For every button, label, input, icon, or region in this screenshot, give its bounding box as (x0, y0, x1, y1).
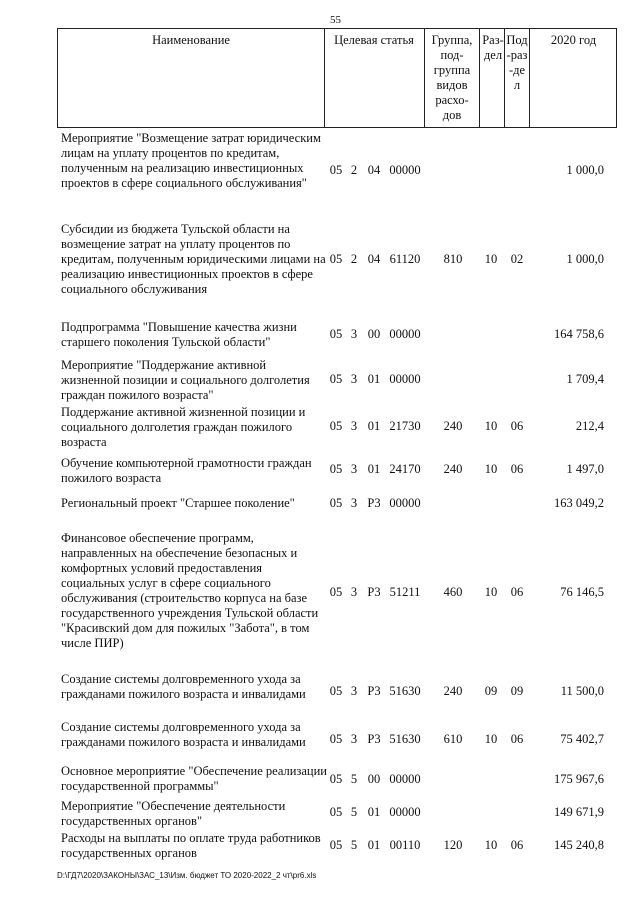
row-code-p: 05 (329, 327, 343, 341)
row-name: Финансовое обеспечение программ, направленных на обеспечение безопасных и комфортных условий предоставления социальных услуг в сфере социального обслуживания (строительство корпуса на базе государственного учреждения Тульской области "Красивский дом для пожилых "Забота", в том числе ПИР) (61, 531, 319, 650)
row-code-m: 04 (367, 252, 381, 266)
row-code-c: 61120 (389, 252, 421, 266)
row-name: Создание системы долговременного ухода за гражданами пожилого возраста и инвалидами (61, 720, 306, 749)
row-code-r: 10 (484, 252, 498, 266)
row-code-r: 10 (484, 419, 498, 433)
row-code-m: P3 (367, 684, 381, 698)
row-code-m: 01 (367, 838, 381, 852)
row-code-m: P3 (367, 732, 381, 746)
row-code-c: 51211 (389, 585, 421, 599)
row-code-c: 51630 (389, 684, 421, 698)
row-code-c: 00000 (389, 772, 421, 786)
row-code-pr: 06 (510, 419, 524, 433)
row-code-p: 05 (329, 462, 343, 476)
page-number: 55 (330, 14, 341, 26)
row-code-p: 05 (329, 772, 343, 786)
row-code-s: 5 (350, 838, 358, 852)
file-path-footer: D:\ГД7\2020\ЗАКОНЫ\ЗАС_13\Изм. бюджет ТО 2020-2022_2 чт\pr6.xls (57, 871, 317, 880)
row-name: Региональный проект "Старшее поколение" (61, 496, 295, 510)
row-name: Подпрограмма "Повышение качества жизни старшего поколения Тульской области" (61, 320, 297, 349)
row-amount: 75 402,7 (560, 732, 604, 746)
row-code-s: 5 (350, 772, 358, 786)
row-code-c: 00000 (389, 327, 421, 341)
row-code-s: 2 (350, 163, 358, 177)
row-code-c: 00110 (389, 838, 421, 852)
row-amount: 164 758,6 (554, 327, 604, 341)
row-amount: 76 146,5 (560, 585, 604, 599)
row-code-c: 21730 (389, 419, 421, 433)
row-amount: 11 500,0 (560, 684, 604, 698)
row-code-r: 10 (484, 585, 498, 599)
row-code-r: 10 (484, 732, 498, 746)
header-target: Целевая статья (334, 33, 414, 47)
row-amount: 212,4 (575, 419, 604, 433)
row-code-r: 09 (484, 684, 498, 698)
row-code-r: 10 (484, 838, 498, 852)
row-name: Мероприятие "Поддержание активной жизненной позиции и социального долголетия граждан пожилого возраста" (61, 358, 310, 402)
row-code-m: 00 (367, 772, 381, 786)
row-code-g: 610 (443, 732, 463, 746)
row-code-c: 00000 (389, 496, 421, 510)
row-code-c: 00000 (389, 372, 421, 386)
header-name: Наименование (152, 33, 230, 47)
row-code-s: 3 (350, 496, 358, 510)
row-code-p: 05 (329, 252, 343, 266)
row-code-s: 3 (350, 419, 358, 433)
row-code-g: 460 (443, 585, 463, 599)
row-amount: 1 000,0 (566, 252, 604, 266)
row-code-g: 240 (443, 684, 463, 698)
row-code-p: 05 (329, 838, 343, 852)
row-code-c: 24170 (389, 462, 421, 476)
row-code-c: 00000 (389, 805, 421, 819)
row-code-g: 240 (443, 419, 463, 433)
row-code-pr: 06 (510, 585, 524, 599)
header-group: Группа, под-группа видов расхо-дов (431, 33, 473, 122)
row-name: Мероприятие "Обеспечение деятельности государственных органов" (61, 799, 286, 828)
row-code-p: 05 (329, 732, 343, 746)
row-code-p: 05 (329, 585, 343, 599)
row-code-m: 01 (367, 419, 381, 433)
row-code-p: 05 (329, 372, 343, 386)
row-amount: 1 000,0 (566, 163, 604, 177)
row-code-g: 240 (443, 462, 463, 476)
row-code-m: 01 (367, 462, 381, 476)
row-code-g: 810 (443, 252, 463, 266)
row-code-pr: 06 (510, 838, 524, 852)
row-code-pr: 06 (510, 732, 524, 746)
row-code-m: P3 (367, 496, 381, 510)
header-razdel: Раз-дел (482, 33, 504, 62)
row-code-m: 00 (367, 327, 381, 341)
row-code-s: 2 (350, 252, 358, 266)
row-code-m: 04 (367, 163, 381, 177)
row-amount: 1 497,0 (566, 462, 604, 476)
row-code-pr: 02 (510, 252, 524, 266)
header-year: 2020 год (550, 33, 597, 47)
row-name: Расходы на выплаты по оплате труда работников государственных органов (61, 831, 321, 860)
row-code-p: 05 (329, 805, 343, 819)
row-name: Основное мероприятие "Обеспечение реализации государственной программы" (61, 764, 327, 793)
row-code-p: 05 (329, 684, 343, 698)
row-code-r: 10 (484, 462, 498, 476)
row-code-s: 5 (350, 805, 358, 819)
row-code-c: 00000 (389, 163, 421, 177)
header-podrazdel: Под-раз-дел (506, 33, 528, 92)
row-code-s: 3 (350, 372, 358, 386)
row-code-s: 3 (350, 327, 358, 341)
row-amount: 149 671,9 (554, 805, 604, 819)
row-name: Субсидии из бюджета Тульской области на возмещение затрат на уплату процентов по кредитам, полученным юридическими лицами на реализацию инвестиционных проектов в сфере социального обслуживания (61, 222, 326, 296)
row-code-pr: 06 (510, 462, 524, 476)
row-code-c: 51630 (389, 732, 421, 746)
row-code-s: 3 (350, 462, 358, 476)
row-code-p: 05 (329, 496, 343, 510)
row-name: Обучение компьютерной грамотности граждан пожилого возраста (61, 456, 312, 485)
row-amount: 145 240,8 (554, 838, 604, 852)
row-amount: 163 049,2 (554, 496, 604, 510)
row-code-s: 3 (350, 732, 358, 746)
row-code-s: 3 (350, 585, 358, 599)
row-code-g: 120 (443, 838, 463, 852)
row-code-m: P3 (367, 585, 381, 599)
row-name: Создание системы долговременного ухода за гражданами пожилого возраста и инвалидами (61, 672, 306, 701)
row-code-p: 05 (329, 163, 343, 177)
row-code-pr: 09 (510, 684, 524, 698)
row-name: Поддержание активной жизненной позиции и социального долголетия граждан пожилого возраста (61, 405, 306, 449)
row-code-p: 05 (329, 419, 343, 433)
row-code-s: 3 (350, 684, 358, 698)
row-name: Мероприятие "Возмещение затрат юридическим лицам на уплату процентов по кредитам, полученным на реализацию инвестиционных проектов в сфере социального обслуживания" (61, 131, 321, 190)
row-amount: 1 709,4 (566, 372, 604, 386)
row-code-m: 01 (367, 805, 381, 819)
row-amount: 175 967,6 (554, 772, 604, 786)
row-code-m: 01 (367, 372, 381, 386)
